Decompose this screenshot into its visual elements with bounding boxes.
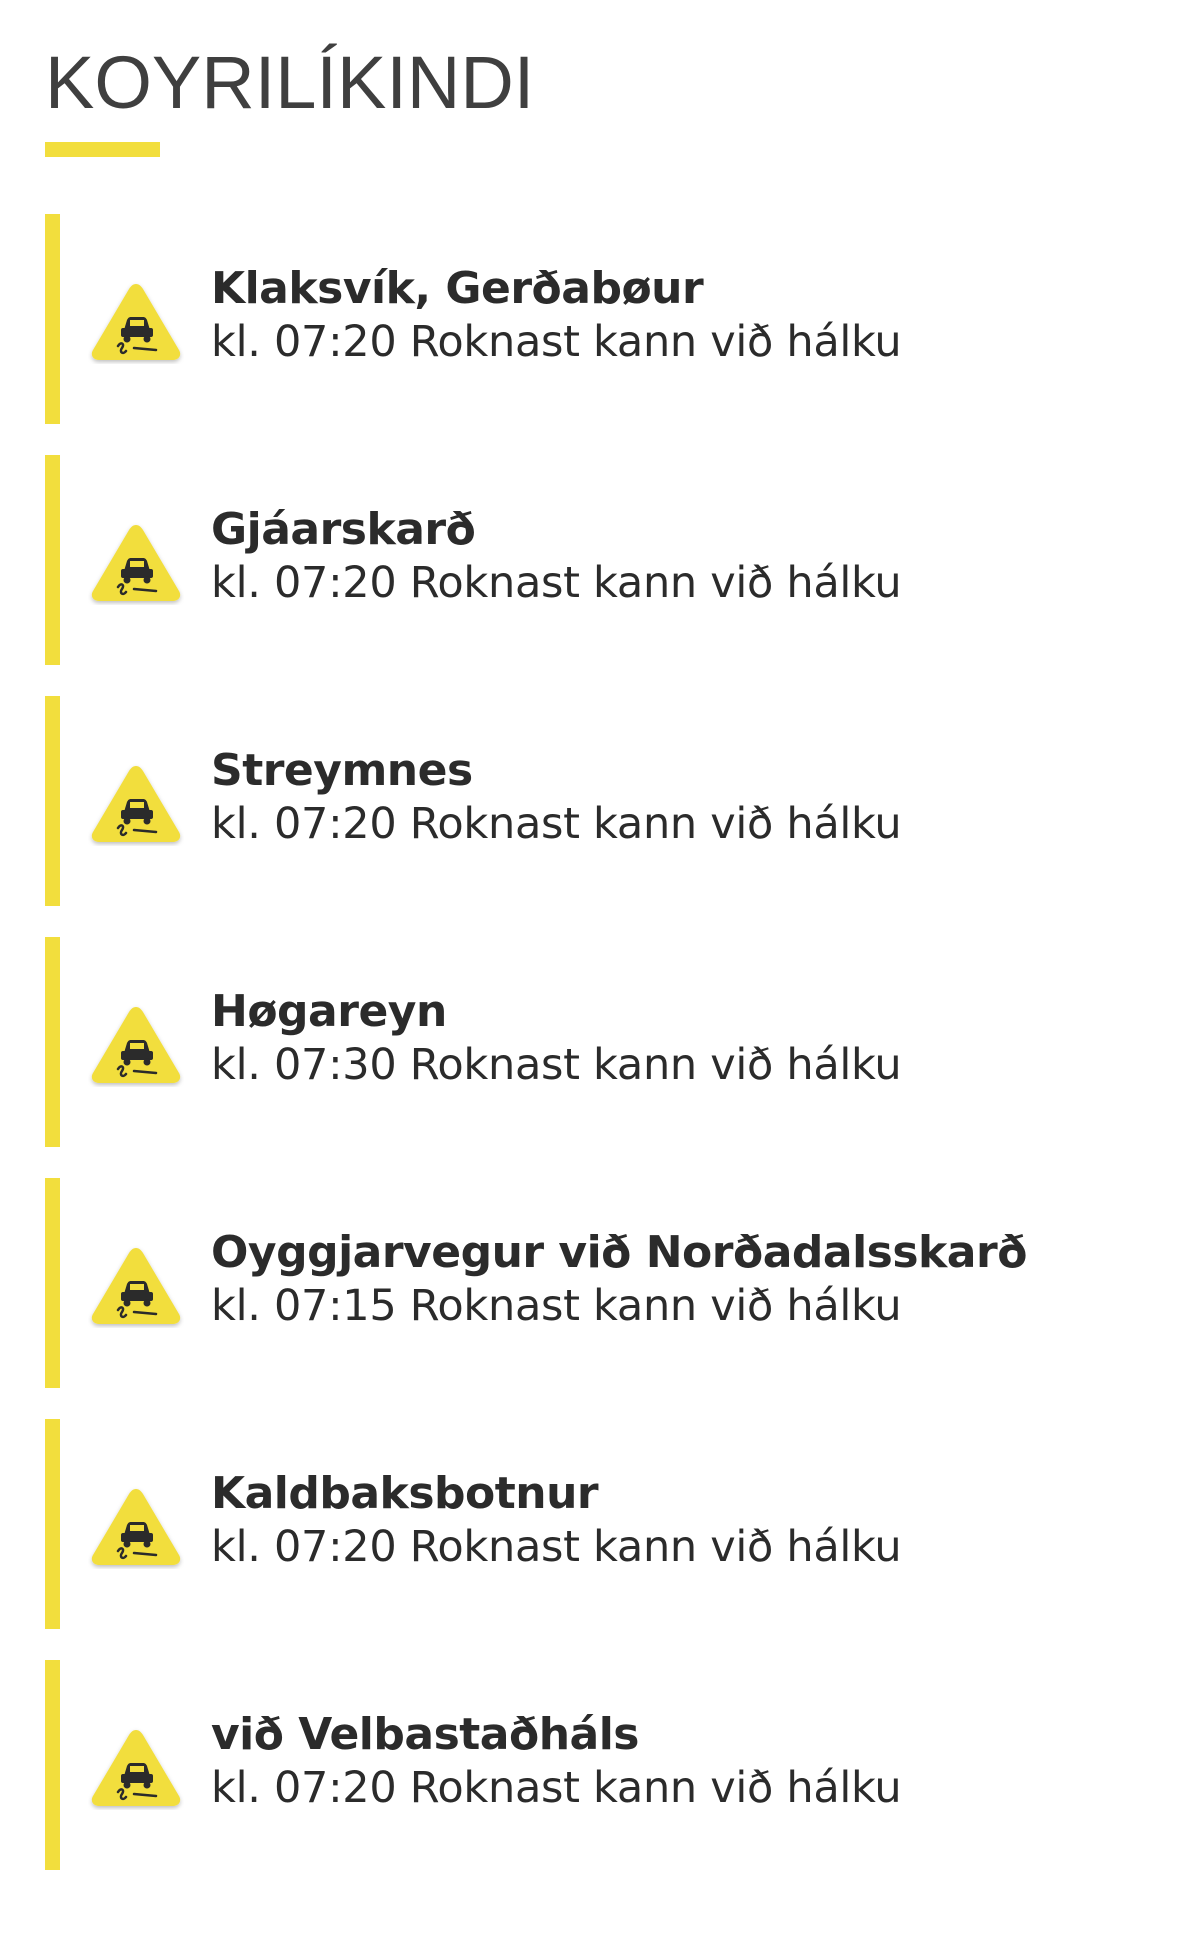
item-accent-bar — [45, 1178, 60, 1388]
list-item[interactable] — [45, 696, 1145, 906]
item-detail: kl. 07:20 Roknast kann við hálku — [211, 1522, 902, 1572]
item-text — [211, 1708, 1131, 1814]
item-text — [211, 744, 1131, 850]
item-detail: kl. 07:20 Roknast kann við hálku — [211, 799, 902, 849]
warning-list — [45, 214, 1145, 1901]
slippery-road-warning-icon — [88, 519, 184, 605]
item-detail: kl. 07:30 Roknast kann við hálku — [211, 1040, 902, 1090]
item-detail: kl. 07:15 Roknast kann við hálku — [211, 1281, 902, 1331]
list-item[interactable] — [45, 455, 1145, 665]
page-header — [45, 38, 534, 157]
slippery-road-warning-icon — [88, 1001, 184, 1087]
slippery-road-warning-icon — [88, 1242, 184, 1328]
slippery-road-warning-icon — [88, 278, 184, 364]
item-text — [211, 985, 1131, 1091]
list-item[interactable] — [45, 1660, 1145, 1870]
list-item[interactable] — [45, 937, 1145, 1147]
item-text — [211, 262, 1131, 368]
item-text — [211, 503, 1131, 609]
page-title: KOYRILÍKINDI — [45, 41, 535, 124]
list-item[interactable] — [45, 1178, 1145, 1388]
item-location: Gjáarskarð — [211, 504, 476, 555]
item-location: Kaldbaksbotnur — [211, 1468, 599, 1519]
item-location: Streymnes — [211, 745, 473, 796]
item-detail: kl. 07:20 Roknast kann við hálku — [211, 558, 902, 608]
item-accent-bar — [45, 937, 60, 1147]
item-accent-bar — [45, 696, 60, 906]
item-accent-bar — [45, 1419, 60, 1629]
item-accent-bar — [45, 455, 60, 665]
item-location: Oyggjarvegur við Norðadalsskarð — [211, 1227, 1027, 1278]
list-item[interactable] — [45, 1419, 1145, 1629]
item-text — [211, 1467, 1131, 1573]
title-underline — [45, 142, 160, 157]
slippery-road-warning-icon — [88, 760, 184, 846]
slippery-road-warning-icon — [88, 1483, 184, 1569]
item-location: Klaksvík, Gerðabøur — [211, 263, 704, 314]
item-accent-bar — [45, 214, 60, 424]
list-item[interactable] — [45, 214, 1145, 424]
item-text — [211, 1226, 1131, 1332]
item-detail: kl. 07:20 Roknast kann við hálku — [211, 317, 902, 367]
item-accent-bar — [45, 1660, 60, 1870]
item-detail: kl. 07:20 Roknast kann við hálku — [211, 1763, 902, 1813]
slippery-road-warning-icon — [88, 1724, 184, 1810]
item-location: við Velbastaðháls — [211, 1709, 639, 1760]
item-location: Høgareyn — [211, 986, 447, 1037]
